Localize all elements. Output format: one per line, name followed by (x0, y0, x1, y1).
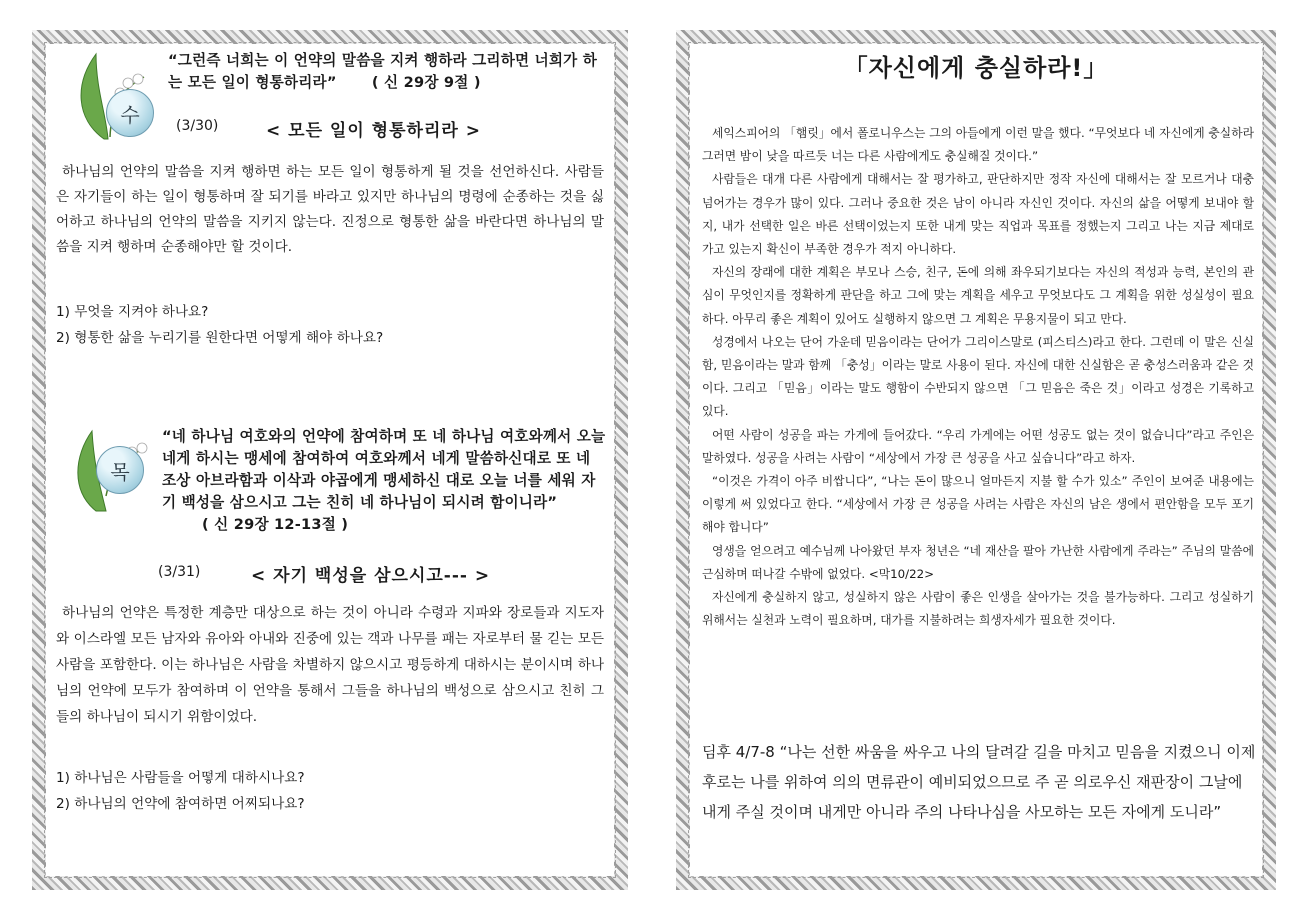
section-heading: < 자기 백성을 삼으시고--- > (251, 566, 491, 586)
day-badge: 목 (96, 446, 144, 494)
article-title: 「자신에게 충실하라!」 (843, 54, 1109, 82)
date-label: (3/30) (176, 118, 219, 134)
question-2: 2) 형통한 삶을 누리기를 원한다면 어떻게 해야 하나요? (56, 330, 384, 346)
paragraph: 영생을 얻으려고 예수님께 나아왔던 부자 청년은 “네 재산을 팔아 가난한 사람에게 주라는” 주님의 말씀에 근심하며 떠나갈 수밖에 없었다. <막10/22> (702, 543, 1254, 581)
question-1: 1) 하나님은 사람들을 어떻게 대하시나요? (56, 770, 305, 786)
question-1: 1) 무엇을 지켜야 하나요? (56, 304, 209, 320)
body-paragraph: 하나님의 언약은 특정한 계층만 대상으로 하는 것이 아니라 수령과 지파와 장로들과 지도자와 이스라엘 모든 남자와 유아와 아내와 진중에 있는 객과 나무를 패는 자로부터 물 긷는 모든 사람을 포함한다. 이는 하나님은 사람을 차별하지 않으시고 평등하게 대하시는 분이시며 하나님의 언약에 모두가 참여하며 이 언약을 통해서 그들을 하나님의 백성으로 삼으시고 친히 그들의 하나님이 되시기 위함이었다. (56, 605, 604, 725)
paragraph: “이것은 가격이 아주 비쌉니다”, “나는 돈이 많으니 얼마든지 지불 할 수가 있소” 주인이 보여준 내용에는 이렇게 써 있었다고 한다. “세상에서 가장 큰 성공을 사려는 사람은 자신의 남은 생에서 편안함을 모두 포기해야 합니다” (702, 474, 1254, 535)
verse-reference: ( 신 29장 9절 ) (371, 74, 481, 91)
paragraph: 세익스피어의 「햄릿」에서 폴로니우스는 그의 아들에게 이런 말을 했다. “무엇보다 네 자신에게 충실하라 그러면 밤이 낮을 따르듯 너는 다른 사람에게도 충실해질 것이다.” (702, 126, 1254, 164)
left-page (32, 30, 628, 890)
verse-reference: ( 신 29장 12-13절 ) (202, 516, 349, 533)
article-body (702, 122, 1254, 632)
verse-text: “그런즉 너희는 이 언약의 말씀을 지켜 행하라 그리하면 너희가 하는 모든 일이 형통하리라” ( 신 29장 9절 ) (168, 52, 598, 91)
paragraph: 성경에서 나오는 단어 가운데 믿음이라는 단어가 그리이스말로 (피스티스)라고 한다. 그런데 이 말은 신실함, 믿음이라는 말과 함께 「충성」이라는 말로 사용이 된다. 자신에 대한 신실함은 곧 충성스러움과 같은 것이다. 그리고 「믿음」이라는 말도 행함이 수반되지 않으면 「그 믿음은 죽은 것」이라고 성경은 기록하고 있다. (702, 334, 1254, 419)
paragraph: 어떤 사람이 성공을 파는 가게에 들어갔다. “우리 가게에는 어떤 성공도 없는 것이 없습니다”라고 주인은 말하였다. 성공을 사려는 사람이 “세상에서 가장 큰 성공을 사고 싶습니다”라고 하자. (702, 427, 1254, 465)
lily-badge-1 (66, 49, 156, 144)
section-heading: < 모든 일이 형통하리라 > (266, 121, 481, 141)
right-page (676, 30, 1276, 890)
day-badge: 수 (106, 89, 154, 137)
verse-text: “네 하나님 여호와의 언약에 참여하며 또 네 하나님 여호와께서 오늘 네게 하시는 맹세에 참여하여 여호와께서 네게 말씀하신대로 또 네 조상 아브라함과 이삭과 야곱에게 맹세하신 대로 오늘 너를 세워 자기 백성을 삼으시고 그는 친히 네 하나님이 되시려 함이니라” ( 신 29장 12-13절 ) (162, 428, 606, 533)
paragraph: 사람들은 대개 다른 사람에게 대해서는 잘 평가하고, 판단하지만 정작 자신에 대해서는 잘 모르거나 대충 넘어가는 경우가 많이 있다. 그러나 중요한 것은 남이 아니라 자신인 것이다. 자신의 삶을 어떻게 보내야 할지, 내가 선택한 일은 바른 선택이었는지 또한 내게 맞는 직업과 목표를 정했는지 그리고 나는 지금 제대로 가고 있는지 확신이 부족한 경우가 적지 아니하다. (702, 172, 1254, 257)
question-2: 2) 하나님의 언약에 참여하면 어찌되나요? (56, 796, 305, 812)
verse-reference: 딤후 4/7-8 (702, 743, 775, 761)
lily-badge-2 (66, 426, 156, 521)
paragraph: 자신에게 충실하지 않고, 성실하지 않은 사람이 좋은 인생을 살아가는 것을 불가능하다. 그리고 성실하기 위해서는 실천과 노력이 필요하며, 대가를 지불하려는 희생자세가 필요한 것이다. (702, 590, 1254, 628)
body-paragraph: 하나님의 언약의 말씀을 지켜 행하면 하는 모든 일이 형통하게 될 것을 선언하신다. 사람들은 자기들이 하는 일이 형통하며 잘 되기를 바라고 있지만 하나님의 명령에 순종하는 것을 싫어하고 하나님의 언약의 말씀을 지키지 않는다. 진정으로 형통한 삶을 바란다면 하나님의 말씀을 지켜 행하며 순종해야만 할 것이다. (56, 164, 604, 255)
date-label: (3/31) (158, 564, 201, 580)
paragraph: 자신의 장래에 대한 계획은 부모나 스승, 친구, 돈에 의해 좌우되기보다는 자신의 적성과 능력, 본인의 관심이 무엇인지를 정확하게 판단을 하고 그에 맞는 계획을 세우고 무엇보다도 그 계획을 위한 성실성이 필요하다. 아무리 좋은 계획이 있어도 실행하지 않으면 그 계획은 무용지물이 되고 만다. (702, 265, 1254, 326)
verse-text: “나는 선한 싸움을 싸우고 나의 달려갈 길을 마치고 믿음을 지켰으니 이제 후로는 나를 위하여 의의 면류관이 예비되었으므로 주 곧 의로우신 재판장이 그날에 내게 주실 것이며 내게만 아니라 주의 나타나심을 사모하는 모든 자에게 도니라” (702, 743, 1256, 821)
closing-verse (702, 737, 1258, 827)
